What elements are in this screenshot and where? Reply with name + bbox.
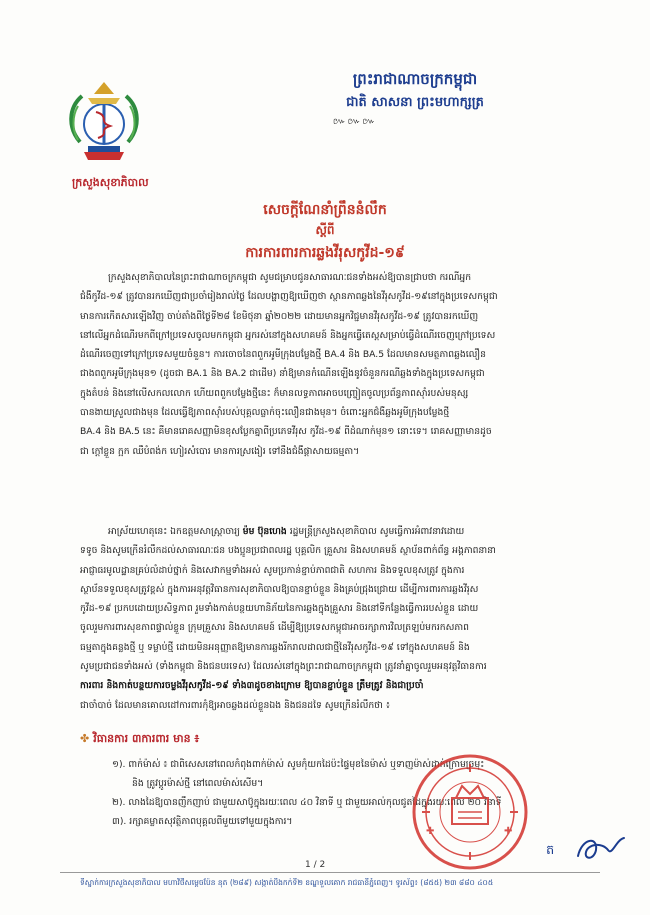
intro-paragraph [80, 268, 595, 461]
paragraph-line: ចូលរួមការពារសុខភាពផ្ទាល់ខ្លួន ក្រុមគ្រួសារ និងសហគមន៍ ដើម្បីឱ្យប្រទេសកម្ពុជាអាចរក្សាការវិលត្រឡប់មករកសភាព [80, 622, 469, 634]
list-item: ១). ពាក់ម៉ាស់ ៖ ជាពិសេសនៅពេលកំពុងពាក់ម៉ាស់ សូមកុំយកដៃប៉ះផ្ទៃមុខនៃម៉ាស់ ឬទាញម៉ាស់ដាក់ក្រោមច្រមុះ [112, 759, 485, 770]
footer-divider [60, 872, 600, 873]
paragraph-line: BA.4 និង BA.5 នេះ គឺមានរោគសញ្ញាមិនខុសប្លែកគ្នាពីប្រភេទវីរុស កូវីដ-១៩ ពីដំណាក់មុន១ នោះទេ។ រោគសញ្ញាមានដូច [80, 426, 492, 438]
paragraph-line: ក្នុងតំបន់ និងនៅលើសកលលោក ហើយពពួកបម្លែងថ្មីនេះ ក៏មានលទ្ធភាពអាចបញ្ច្រៀតចូលប្រព័ន្ធភាពស៊ាំរបស់មនុស្ស [80, 387, 469, 399]
bullet-star-icon: ✤ [80, 732, 90, 745]
paragraph-line: អាជ្ញាធរមូលដ្ឋានគ្រប់លំដាប់ថ្នាក់ និងសេវាកម្មទាំងអស់ សូមប្រកាន់ខ្ជាប់ភាពជាតិ សហការ និងទទួលខុសត្រូវ ក្នុងការ [80, 564, 465, 576]
handwritten-signature [572, 830, 632, 866]
document-subtitle-connector: ស្តីពី [315, 223, 335, 237]
paragraph-line: ដំណើរចេញទៅក្រៅប្រទេសមួយចំនួន។ ការចោចនៃពពួកអូមីក្រុងបម្លែងថ្មី BA.4 និង BA.5 ដែលមានសមត្ថភាពឆ្លងលឿន [80, 349, 486, 361]
svg-text:✚: ✚ [504, 826, 513, 837]
paragraph-line: ក្រសួងសុខាភិបាលនៃព្រះរាជាណាចក្រកម្ពុជា សូមជម្រាបជូនសាធារណៈជនទាំងអស់ឱ្យបានជ្រាបថា ករណីអ្នក [108, 272, 472, 283]
document-title: សេចក្តីណែនាំព្រឹននំលឹក [263, 202, 387, 218]
appeal-paragraph [80, 522, 595, 715]
page-number: 1 / 2 [305, 860, 326, 870]
ministry-name: ក្រសួងសុខាភិបាល [72, 176, 149, 189]
appeal-lead: អាស្រ័យហេតុនេះ ឯកឧត្តមសាស្ត្រាចារ្យ [108, 526, 240, 537]
list-item: ២). លាងដៃឱ្យបានញឹកញាប់ ជាមួយសាប៊ូក្នុងរយៈពេល ៤០ វិនាទី ឬ ជាមួយអាល់កុលជូតដៃក្នុងរយៈពេល ២០ វិនាទី [112, 797, 502, 808]
paragraph-line: ជាចាំបាច់ ដែលមានគោលដៅការពារកុំឱ្យអាចឆ្លងដល់ខ្លួនឯង និងជនដទៃ សូមក្រើនរំលឹកថា ៖ [80, 699, 390, 711]
paragraph-line: ជាងពពួកអូមីក្រុងមុន១ (ដូចជា BA.1 និង BA.2 ជាដើម) នាំឱ្យមានកំណើនឡើងនូវចំនួនករណីឆ្លងទាំងក្នុងប្រទេសកម្ពុជា [80, 368, 485, 380]
paragraph-line [80, 522, 595, 541]
list-item: ៣). រក្សាគម្លាតសុវត្ថិភាពបុគ្គលពីមួយទៅមួយក្នុងការ។ [112, 816, 293, 827]
paragraph-line: មានការកើតសារឡើងវិញ ចាប់តាំងពីថ្ងៃទី២៨ ខែមិថុនា ឆ្នាំ២០២២ ដោយមានអ្នកវិជ្ជមានវីរុសកូវីដ-១៩ ត្រូវបានរកឃើញ [80, 310, 479, 322]
appeal-lead-rest: រដ្ឋមន្ត្រីក្រសួងសុខាភិបាល សូមធ្វើការអំពាវនាវដោយ [289, 526, 465, 537]
minister-name: ម៉ម ប៊ុនហេង [242, 526, 287, 537]
list-item: និង ត្រូវប្តូរម៉ាស់ថ្មី នៅពេលម៉ាស់សើម។ [132, 778, 264, 789]
paragraph-line: សូមប្រជាជនទាំងអស់ (ទាំងកម្ពុជា និងជនបរទេស) ដែលរស់នៅក្នុងព្រះរាជាណាចក្រកម្ពុជា ត្រូវនាំគ្នាចូលរួមអនុវត្តវិធានការ [80, 661, 487, 673]
kingdom-heading: ព្រះរាជាណាចក្រកម្ពុជា [352, 70, 478, 88]
paragraph-line: ស្ថាប័នទទួលខុសត្រូវខ្ពស់ ក្នុងការអនុវត្តវិធានការសុខាភិបាលឱ្យបានខ្ជាប់ខ្ជួន និងគ្រប់ជ្រុងជ្រោយ ដើម្បីការពារការឆ្លងវីរុស [80, 583, 479, 595]
measures-heading [80, 732, 199, 748]
initial-mark: ត [546, 843, 555, 858]
paragraph-line: ជំងឺកូវីដ-១៩ ត្រូវបានរកឃើញជាប្រចាំរៀងរាល់ថ្ងៃ ដែលបង្ហាញឱ្យឃើញថា ស្ថានភាពឆ្លងនៃវីរុសកូវីដ-១៩នៅក្នុងប្រទេសកម្ពុជា [80, 291, 498, 303]
paragraph-line: នៅលើអ្នកដំណើរមកពីក្រៅប្រទេសចូលមកកម្ពុជា អ្នករស់នៅក្នុងសហគមន៍ និងអ្នកធ្វើតេស្តសម្រាប់ធ្វើដំណើរចេញក្រៅប្រទេស [80, 329, 496, 341]
national-motto: ជាតិ សាសនា ព្រះមហាក្សត្រ [346, 95, 484, 110]
document-subject: ការការពារការឆ្លងវីរុសកូវីដ-១៩ [245, 245, 405, 261]
paragraph-line: ធម្មតាក្នុងគន្លងថ្មី ឬ ទម្លាប់ថ្មី ដោយមិនអនុញ្ញាតឱ្យមានការឆ្លងរីករាលដាលជាថ្មីនៃវីរុសកូវីដ-១៩ ទៅក្នុងសហគមន៍ និង [80, 641, 470, 653]
measures-heading-text: វិធានការ ៣ការពារ មាន ៖ [93, 732, 200, 745]
footer-address: ទីស្នាក់ការក្រសួងសុខាភិបាល មហាវិថីសម្ដេចប៉ែន នុត (២៨៩) សង្កាត់បឹងកក់ទី២ ខណ្ឌទួលគោក រាជធានីភ្នំពេញ។ ទូរស័ព្ទ៖ (៨៥៥) ២៣ ៨៨០ ៤០៥ [80, 878, 494, 887]
header-ornament: ៚៚៚ [332, 117, 378, 127]
paragraph-line: ជា ក្តៅខ្លួន ក្អក ឈឺបំពង់ក ហៀរសំបោរ មានការស្រងៀរ ទៅនឹងជំងឺផ្តាសាយធម្មតា។ [80, 445, 360, 457]
official-seal-stamp [410, 752, 530, 872]
svg-text:✚: ✚ [426, 826, 435, 837]
paragraph-line: កូវីដ-១៩ ប្រកបដោយប្រសិទ្ធភាព រួមទាំងកាត់បន្ថយហានិភ័យនៃការឆ្លងក្នុងគ្រួសារ និងនៅទីកន្លែងធ្វើការរបស់ខ្លួន ដោយ [80, 603, 479, 615]
paragraph-line: ទទូច និងសូមក្រើនរំលឹកដល់សាធារណៈជន បងប្អូនប្រជាពលរដ្ឋ បុគ្គលិក គ្រួសារ និងសហគមន៍ ស្ថាប័នពាក់ព័ន្ធ អង្គភាពនានា [80, 545, 496, 557]
paragraph-line: ការពារ និងកាត់បន្ថយការចម្លងវីរុសកូវីដ-១៩ ទាំង៣ដូចខាងក្រោម ឱ្យបានខ្ជាប់ខ្ជួន ត្រឹមត្រូវ និងជាប្រចាំ [80, 680, 424, 692]
paragraph-line: បានងាយស្រួលជាងមុន ដែលធ្វើឱ្យភាពស៊ាំរបស់បុគ្គលធ្លាក់ចុះលឿនជាងមុន។ ចំពោះអ្នកជំងឺឆ្លងអូមីក្រុងបម្លែងថ្មី [80, 407, 450, 419]
